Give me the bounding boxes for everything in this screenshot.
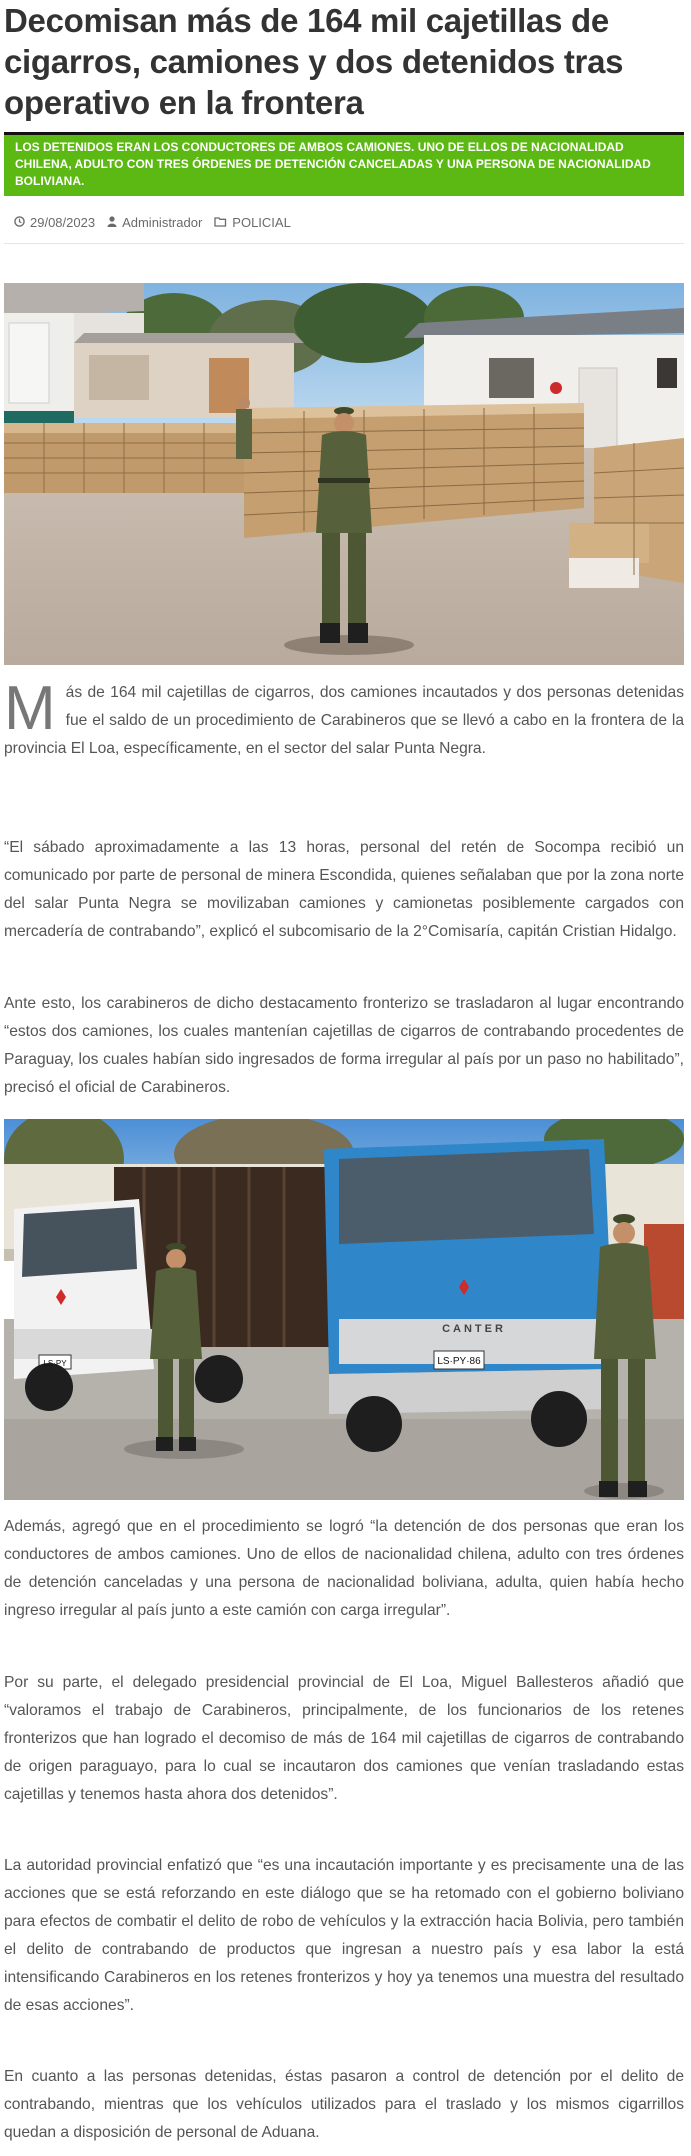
plate-right: LS·PY·86 [437,1356,481,1367]
article-title: Decomisan más de 164 mil cajetillas de cigarros, camiones y dos detenidos tras operativo en la frontera [4,2,624,121]
article-photo-seized-boxes [4,283,684,665]
meta-category[interactable] [214,215,291,230]
paragraph-4: Además, agregó que en el procedimiento se logró “la detención de dos personas que eran los conductores de ambos camiones. Uno de ellos de nacionalidad chilena, adulto con tres órdenes de detención canceladas y una persona de nacionalidad boliviana, adulta, quien había hecho ingreso irregular al país junto a este camión con carga irregular”. [4,1518,684,1619]
folder-icon [214,215,227,230]
paragraph-2: “El sábado aproximadamente a las 13 horas, personal del retén de Socompa recibió un comunicado por parte de personal de minera Escondida, quienes señalaban que por la zona norte del salar Punta Negra se movilizaban camiones y camionetas posiblemente cargados con mercadería de contrabando”, explicó el subcomisario de la 2°Comisaría, capitán Cristian Hidalgo. [4,839,684,940]
meta-author[interactable] [107,215,202,230]
clock-icon [14,215,25,230]
paragraph-1 [4,674,684,763]
meta-author-text[interactable]: Administrador [122,215,203,230]
drop-cap: M [4,674,56,743]
plate-left: LS·PY [43,1359,67,1368]
article-lead-box [4,135,684,196]
article-photo-seized-trucks [4,1119,684,1500]
truck-brand: CANTER [442,1323,506,1335]
box-stack-left [4,423,244,493]
paragraph-1-text: ás de 164 mil cajetillas de cigarros, dos camiones incautados y dos personas detenidas fue el saldo de un procedimiento de Carabineros que se llevó a cabo en la frontera de la provincia El Loa, específicamente, en el sector del salar Punta Negra. [4,684,684,757]
meta-date-text: 29/08/2023 [30,215,96,230]
article-lead-text: LOS DETENIDOS ERAN LOS CONDUCTORES DE AMBOS CAMIONES. UNO DE ELLOS DE NACIONALIDAD CHILENA, ADULTO CON TRES ÓRDENES DE DETENCIÓN CANCELADAS Y UNA PERSONA DE NACIONALIDAD BOLIVIANA. [15,140,651,188]
paragraph-7: En cuanto a las personas detenidas, éstas pasaron a control de detención por el delito de contrabando, mientras que los vehículos utilizados para el traslado y los mismos cigarrillos quedan a disposición de personal de Aduana. [4,2068,684,2141]
seized-boxes-illustration [4,283,684,665]
paragraph-6: La autoridad provincial enfatizó que “es una incautación importante y es precisamente una de las acciones que se está reforzando en este diálogo que se ha retomado con el gobierno boliviano para efectos de combatir el delito de robo de vehículos y la extracción hacia Bolivia, pero también el delito de contrabando de productos que ingresan a nuestro país y esa labor la está intensificando Carabineros en los retenes fronterizos y hoy ya tenemos una muestra del resultado de esas acciones”. [4,1857,684,2014]
paragraph-5: Por su parte, el delegado presidencial provincial de El Loa, Miguel Ballesteros añadió que “valoramos el trabajo de Carabineros, principalmente, de los funcionarios de los retenes fronterizos que han logrado el decomiso de más de 164 mil cajetillas de cigarros de contrabando de origen paraguayo, para lo cual se incautaron dos camiones que venían trasladando estas cajetillas y tenemos hasta ahora dos detenidos”. [4,1674,684,1803]
meta-date [14,215,95,230]
meta-category-text[interactable]: POLICIAL [232,215,291,230]
article-meta [14,215,303,230]
user-icon [107,215,117,230]
blue-truck [324,1139,616,1452]
paragraph-3: Ante esto, los carabineros de dicho destacamento fronterizo se trasladaron al lugar encontrando “estos dos camiones, los cuales mantenían cajetillas de cigarros de contrabando procedentes de Paraguay, los cuales habían sido ingresados de forma irregular al país por un paso no habilitado”, precisó el oficial de Carabineros. [4,995,684,1096]
meta-divider [4,243,684,244]
seized-trucks-illustration [4,1119,684,1500]
